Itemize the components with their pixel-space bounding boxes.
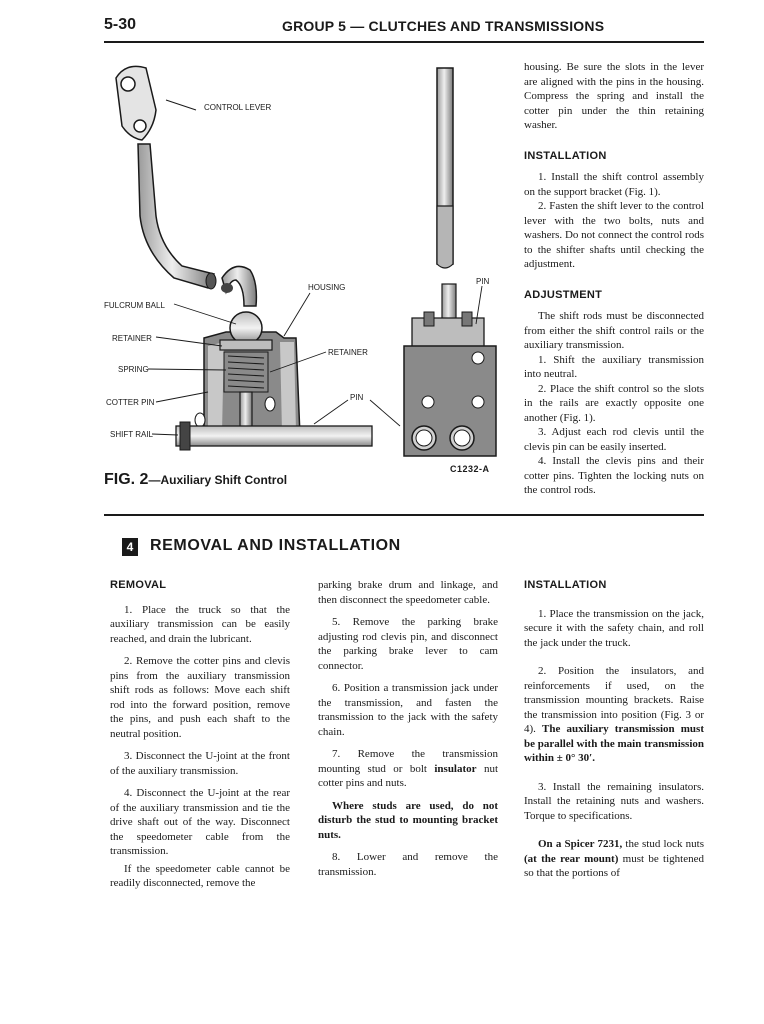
spicer-text-b: must be tightened so that the portions of <box>524 852 704 879</box>
installation-step-3-bottom: 3. Install the remaining insulators. Install the retaining nuts and washers. Torque to specifications. <box>524 780 704 822</box>
label-control-lever: CONTROL LEVER <box>204 103 272 112</box>
section-title: REMOVAL AND INSTALLATION <box>150 537 401 554</box>
installation-column <box>524 578 704 881</box>
label-shift-rail: SHIFT RAIL <box>110 430 153 439</box>
removal-step-6: 6. Position a transmission jack under the transmission, and fasten the transmission to the jack with the safety chain. <box>318 682 498 738</box>
removal-step-4: 4. Disconnect the U-joint at the rear of the auxiliary transmission and tie the drive shaft out of the way. Disconnect the speedometer cable from the transmission. <box>110 787 290 857</box>
label-retainer-right: RETAINER <box>328 348 368 357</box>
adjustment-heading: ADJUSTMENT <box>524 288 603 301</box>
installation-step-1-bottom: 1. Place the transmission on the jack, secure it with the safety chain, and roll the jack under the truck. <box>524 607 704 649</box>
installation-spicer-note <box>524 837 704 881</box>
page-header <box>104 16 704 40</box>
adjustment-intro: The shift rods must be disconnected from either the shift control rails or the auxiliary transmission. <box>524 310 704 351</box>
removal-step-1: 1. Place the truck so that the auxiliary transmission can be easily reached, and drain the lubricant. <box>110 603 290 645</box>
removal-step-7-insulator: insulator <box>434 762 477 775</box>
installation-step-1: 1. Install the shift control assembly on the support bracket (Fig. 1). <box>524 171 704 198</box>
spicer-rear-mount: (at the rear mount) <box>524 852 619 865</box>
label-pin-middle: PIN <box>350 393 364 402</box>
adjustment-step-1: 1. Shift the auxiliary transmission into neutral. <box>524 353 704 380</box>
removal-step-5: 5. Remove the parking brake adjusting rod clevis pin, and disconnect the parking brake lever to cam connector. <box>318 616 498 672</box>
section-rule <box>104 514 704 516</box>
installation-step-2-bottom <box>524 664 704 766</box>
installation-heading: INSTALLATION <box>524 579 607 591</box>
installation-heading-top: INSTALLATION <box>524 149 607 162</box>
removal-step-2: 2. Remove the cotter pins and clevis pins from the auxiliary transmission shift rods as follows: Move each shift rod into the forward position, remove the pins, and push each shaft to the neutral position. <box>110 655 290 740</box>
removal-step-7-c: nut cotter pins and nuts. <box>318 762 498 789</box>
removal-step-8: 8. Lower and remove the transmission. <box>318 851 498 878</box>
figure-caption-number: FIG. 2 <box>104 471 149 488</box>
removal-column <box>110 578 290 891</box>
page-number: 5-30 <box>104 16 137 33</box>
figure-2 <box>104 56 506 496</box>
removal-step-7 <box>318 747 498 791</box>
running-title: GROUP 5 — CLUTCHES AND TRANSMISSIONS <box>282 18 605 34</box>
label-retainer-left: RETAINER <box>112 334 152 343</box>
label-fulcrum-ball: FULCRUM BALL <box>104 301 165 310</box>
removal-stud-caution: Where studs are used, do not disturb the stud to mounting bracket nuts. <box>318 799 498 841</box>
auxiliary-shift-control-illustration <box>104 56 506 496</box>
figure-caption-text: —Auxiliary Shift Control <box>148 473 288 487</box>
removal-column-continued <box>318 578 498 879</box>
figure-code: C1232-A <box>450 464 490 474</box>
label-cotter-pin: COTTER PIN <box>106 398 155 407</box>
installation-step-2-text: 2. Position the insulators, and reinforcements if used, on the transmission mounting brackets. Raise the transmission into position (Fig. 3 or 4). <box>524 665 704 735</box>
label-spring: SPRING <box>118 365 149 374</box>
adjustment-step-4: 4. Install the clevis pins and their cotter pins. Tighten the locking nuts on the control rods. <box>524 455 704 496</box>
removal-step-7-a: 7. Remove the transmission mounting stud or bolt <box>318 748 498 775</box>
removal-continued-paragraph: parking brake drum and linkage, and then disconnect the speedometer cable. <box>318 579 498 606</box>
removal-heading: REMOVAL <box>110 579 167 591</box>
removal-speedometer-note: If the speedometer cable cannot be readily disconnected, remove the <box>110 862 290 889</box>
label-housing: HOUSING <box>308 283 346 292</box>
installation-parallel-caution: The auxiliary transmission must be parallel with the main transmission within ± 0° 30′. <box>524 723 704 764</box>
figure-caption <box>104 471 287 489</box>
top-right-column <box>524 60 704 498</box>
section-number-badge: 4 <box>122 538 138 556</box>
housing-continued-paragraph: housing. Be sure the slots in the lever are aligned with the pins in the housing. Compress the spring and install the cotter pin under the thin retaining washer. <box>524 61 704 131</box>
adjustment-step-3: 3. Adjust each rod clevis until the clevis pin can be easily inserted. <box>524 426 704 453</box>
label-pin-top: PIN <box>476 277 490 286</box>
installation-step-2: 2. Fasten the shift lever to the control lever with the two bolts, nuts and washers. Do not connect the control rods to the shifter shafts until checking the adjustment. <box>524 200 704 270</box>
spicer-model: On a Spicer 7231, <box>538 838 623 850</box>
header-rule <box>104 41 704 43</box>
adjustment-step-2: 2. Place the shift control so the slots in the rails are exactly opposite one another (Fig. 1). <box>524 382 704 424</box>
spicer-text-a: the stud lock nuts <box>622 838 704 850</box>
removal-step-3: 3. Disconnect the U-joint at the front of the auxiliary transmission. <box>110 750 290 777</box>
